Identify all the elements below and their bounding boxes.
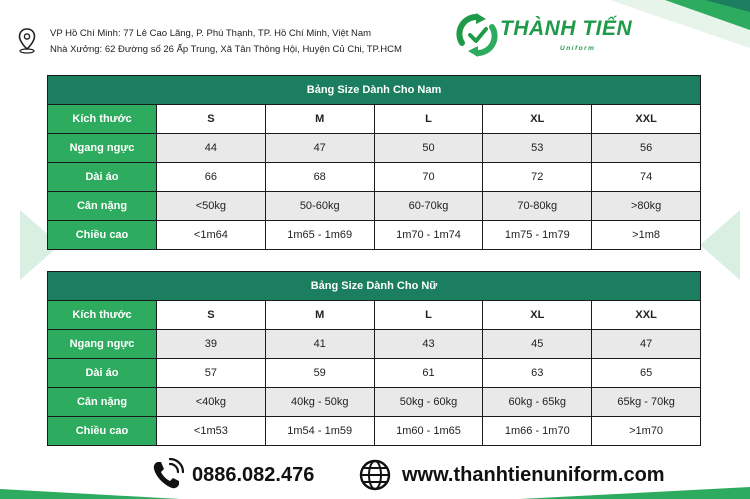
table-cell: 59 (265, 359, 374, 388)
table-cell: 68 (265, 163, 374, 192)
row-label: Kích thước (48, 105, 157, 134)
table-cell: 61 (374, 359, 483, 388)
table-row (48, 192, 701, 221)
phone-call-icon (150, 458, 184, 492)
table-cell: 50-60kg (265, 192, 374, 221)
factory-address: Nhà Xưởng: 62 Đường số 26 Ấp Trung, Xã Tân Thông Hội, Huyện Củ Chi, TP.HCM (50, 44, 402, 55)
table-cell: 70 (374, 163, 483, 192)
table-cell: 57 (157, 359, 266, 388)
table-cell: 45 (483, 330, 592, 359)
table-cell: L (374, 105, 483, 134)
table-row (48, 330, 701, 359)
table-cell: 47 (265, 134, 374, 163)
table-cell: XL (483, 301, 592, 330)
table-cell: 63 (483, 359, 592, 388)
table-cell: 1m54 - 1m59 (265, 417, 374, 446)
table-title: Bảng Size Dành Cho Nam (48, 76, 701, 105)
table-cell: M (265, 301, 374, 330)
row-label: Cân nặng (48, 192, 157, 221)
table-cell: 41 (265, 330, 374, 359)
women-size-table (47, 271, 701, 446)
table-cell: 66 (157, 163, 266, 192)
table-cell: 1m65 - 1m69 (265, 221, 374, 250)
table-row (48, 163, 701, 192)
table-cell: S (157, 105, 266, 134)
table-cell: 1m75 - 1m79 (483, 221, 592, 250)
table-cell: 1m66 - 1m70 (483, 417, 592, 446)
table-row (48, 105, 701, 134)
row-label: Kích thước (48, 301, 157, 330)
row-label: Chiều cao (48, 417, 157, 446)
logo-arrows-icon (456, 13, 498, 57)
table-row (48, 359, 701, 388)
table-row (48, 301, 701, 330)
table-cell: 40kg - 50kg (265, 388, 374, 417)
phone-number[interactable]: 0886.082.476 (192, 464, 315, 486)
table-cell: >1m8 (592, 221, 701, 250)
table-cell: 60kg - 65kg (483, 388, 592, 417)
row-label: Chiều cao (48, 221, 157, 250)
table-cell: 65kg - 70kg (592, 388, 701, 417)
table-cell: 72 (483, 163, 592, 192)
location-pin-icon (18, 28, 36, 54)
table-cell: 74 (592, 163, 701, 192)
row-label: Ngang ngực (48, 330, 157, 359)
table-cell: 60-70kg (374, 192, 483, 221)
table-cell: 47 (592, 330, 701, 359)
brand-logo (456, 13, 633, 57)
table-cell: XL (483, 105, 592, 134)
table-cell: S (157, 301, 266, 330)
table-cell: 1m60 - 1m65 (374, 417, 483, 446)
table-cell: 50 (374, 134, 483, 163)
logo-name: THÀNH TIẾN (500, 17, 633, 40)
table-cell: 44 (157, 134, 266, 163)
table-row (48, 417, 701, 446)
table-cell: 53 (483, 134, 592, 163)
table-cell: <40kg (157, 388, 266, 417)
table-cell: 43 (374, 330, 483, 359)
logo-tagline: Uniform (560, 45, 596, 52)
table-cell: >1m70 (592, 417, 701, 446)
table-cell: <1m53 (157, 417, 266, 446)
website-url[interactable]: www.thanhtienuniform.com (402, 464, 665, 486)
office-address: VP Hồ Chí Minh: 77 Lê Cao Lãng, P. Phú Thạnh, TP. Hồ Chí Minh, Việt Nam (50, 28, 372, 39)
row-label: Dài áo (48, 359, 157, 388)
table-cell: L (374, 301, 483, 330)
table-cell: XXL (592, 105, 701, 134)
table-cell: M (265, 105, 374, 134)
table-title: Bảng Size Dành Cho Nữ (48, 272, 701, 301)
table-row (48, 388, 701, 417)
table-cell: <50kg (157, 192, 266, 221)
table-cell: 65 (592, 359, 701, 388)
table-cell: >80kg (592, 192, 701, 221)
row-label: Ngang ngực (48, 134, 157, 163)
globe-icon (358, 458, 392, 492)
row-label: Dài áo (48, 163, 157, 192)
table-cell: XXL (592, 301, 701, 330)
row-label: Cân nặng (48, 388, 157, 417)
men-size-table (47, 75, 701, 250)
table-row (48, 221, 701, 250)
table-row (48, 134, 701, 163)
table-cell: 1m70 - 1m74 (374, 221, 483, 250)
table-cell: 56 (592, 134, 701, 163)
table-cell: 50kg - 60kg (374, 388, 483, 417)
table-cell: 39 (157, 330, 266, 359)
table-cell: 70-80kg (483, 192, 592, 221)
table-cell: <1m64 (157, 221, 266, 250)
